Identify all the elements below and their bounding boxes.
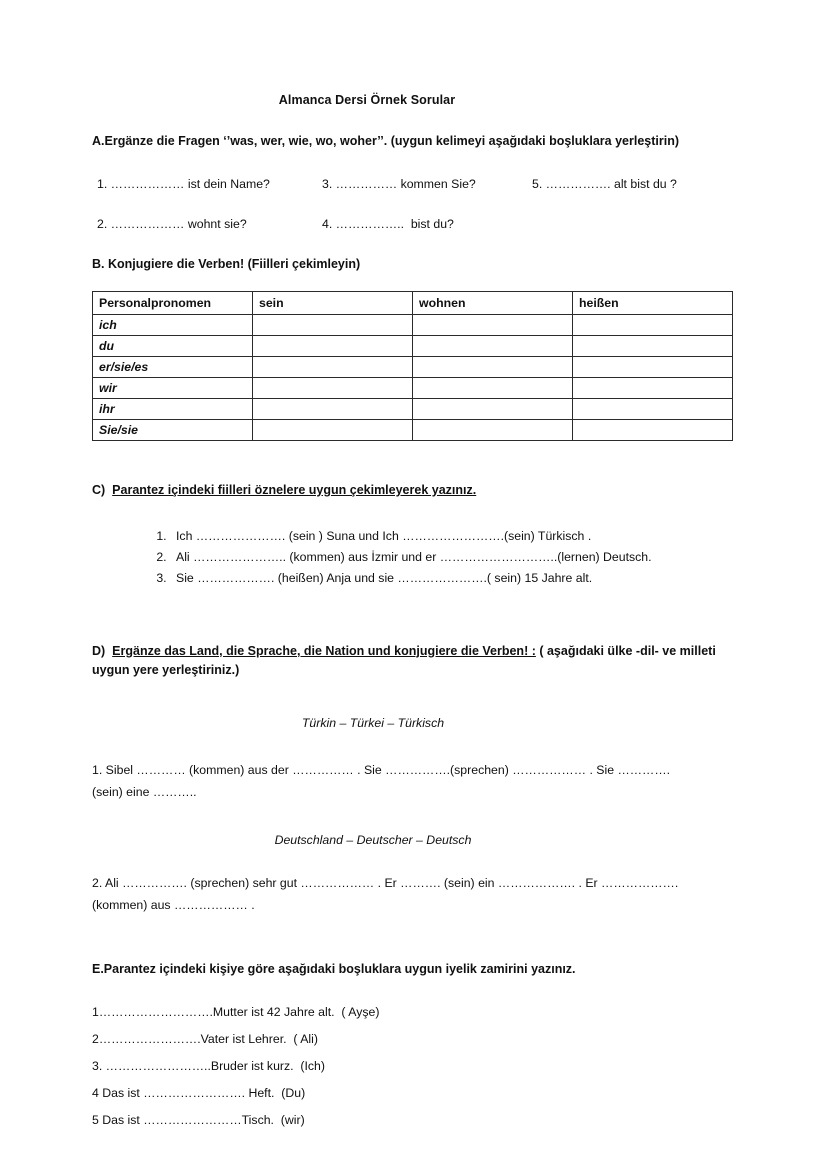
section-d-question-2-line-1: 2. Ali ……………. (sprechen) sehr gut ……………… . Er ………. (sein) ein ………………. . Er ………………. [92, 876, 679, 891]
section-e-item-5: 5 Das ist ……………………Tisch. (wir) [92, 1112, 305, 1127]
table-cell-wohnen[interactable] [413, 314, 573, 335]
table-header-row [93, 291, 733, 314]
table-cell-sein[interactable] [253, 335, 413, 356]
table-cell-heissen[interactable] [573, 377, 733, 398]
table-row [93, 419, 733, 440]
word-group-turkish: Türkin – Türkei – Türkisch [301, 716, 445, 731]
table-cell-sein[interactable] [253, 314, 413, 335]
section-a-row-1 [92, 177, 730, 195]
table-row [93, 377, 733, 398]
table-cell-heissen[interactable] [573, 419, 733, 440]
section-e-item-4: 4 Das ist ……………………. Heft. (Du) [92, 1085, 306, 1100]
table-cell-pronoun: ihr [93, 398, 253, 419]
section-e-item-2: 2…………………….Vater ist Lehrer. ( Ali) [92, 1031, 318, 1046]
section-d-label: D) [92, 643, 106, 658]
table-row [93, 335, 733, 356]
section-c-heading-text: Parantez içindeki fiilleri öznelere uygun çekimleyerek yazınız. [112, 482, 477, 497]
section-b-heading: B. Konjugiere die Verben! (Fiilleri çekimleyin) [92, 257, 361, 272]
table-cell-wohnen[interactable] [413, 398, 573, 419]
section-a-heading: A.Ergänze die Fragen ‘’was, wer, wie, wo, woher’’. (uygun kelimeyi aşağıdaki boşluklara yerleştirin) [92, 134, 679, 148]
section-d-heading [92, 642, 730, 681]
table-col-pronoun: Personalpronomen [93, 291, 253, 314]
section-c-label: C) [92, 482, 106, 497]
table-cell-wohnen[interactable] [413, 419, 573, 440]
table-cell-wohnen[interactable] [413, 377, 573, 398]
table-cell-pronoun: du [93, 335, 253, 356]
section-e-item-3: 3. ……………………..Bruder ist kurz. (Ich) [92, 1058, 325, 1073]
table-col-heissen: heißen [573, 291, 733, 314]
table-cell-pronoun: er/sie/es [93, 356, 253, 377]
table-cell-heissen[interactable] [573, 314, 733, 335]
table-cell-sein[interactable] [253, 377, 413, 398]
section-d-heading-underlined: Ergänze das Land, die Sprache, die Nation und konjugiere die Verben! : [112, 643, 536, 658]
table-cell-heissen[interactable] [573, 356, 733, 377]
section-d-question-1-line-1: 1. Sibel ………… (kommen) aus der …………… . Sie …………….(sprechen) ……………… . Sie …………. [92, 763, 671, 778]
table-cell-pronoun: ich [93, 314, 253, 335]
section-a-item-2: 2. ……………… wohnt sie? [97, 217, 247, 232]
section-d-heading-rest: ( aşağıdaki ülke -dil- ve milleti uygun yere yerleştiriniz.) [92, 643, 716, 677]
section-a-row-2 [92, 217, 730, 235]
table-cell-pronoun: wir [93, 377, 253, 398]
section-e-heading: E.Parantez içindeki kişiye göre aşağıdaki boşluklara uygun iyelik zamirini yazınız. [92, 962, 576, 977]
table-cell-wohnen[interactable] [413, 335, 573, 356]
table-col-wohnen: wohnen [413, 291, 573, 314]
section-d-question-2-line-2: (kommen) aus ……………… . [92, 897, 255, 912]
list-item: 2. Ali ………………….. (kommen) aus İzmir und er ………………………..(lernen) Deutsch. [170, 547, 730, 568]
page-title: Almanca Dersi Örnek Sorular [278, 93, 456, 107]
table-cell-sein[interactable] [253, 398, 413, 419]
table-cell-heissen[interactable] [573, 335, 733, 356]
table-cell-sein[interactable] [253, 356, 413, 377]
section-d-question-1-line-2: (sein) eine ……….. [92, 784, 197, 799]
conjugation-table [92, 291, 733, 441]
table-row [93, 314, 733, 335]
table-col-sein: sein [253, 291, 413, 314]
word-group-german: Deutschland – Deutscher – Deutsch [274, 833, 472, 848]
section-c-list [92, 526, 730, 589]
document-content [92, 93, 730, 1141]
table-cell-pronoun: Sie/sie [93, 419, 253, 440]
list-item: 3. Sie ………………. (heißen) Anja und sie ………………….( sein) 15 Jahre alt. [170, 568, 730, 589]
section-a-item-1: 1. ……………… ist dein Name? [97, 177, 270, 192]
table-row [93, 356, 733, 377]
table-cell-heissen[interactable] [573, 398, 733, 419]
table-row [93, 398, 733, 419]
section-a-item-4: 4. …………….. bist du? [322, 217, 454, 232]
table-cell-sein[interactable] [253, 419, 413, 440]
section-a-item-3: 3. …………… kommen Sie? [322, 177, 476, 192]
list-item: 1. Ich …………………. (sein ) Suna und Ich …………………….(sein) Türkisch . [170, 526, 730, 547]
table-cell-wohnen[interactable] [413, 356, 573, 377]
section-e-item-1: 1……………………….Mutter ist 42 Jahre alt. ( Ayşe) [92, 1004, 380, 1019]
section-c-heading [92, 481, 730, 500]
section-a-item-5: 5. ……………. alt bist du ? [532, 177, 677, 192]
